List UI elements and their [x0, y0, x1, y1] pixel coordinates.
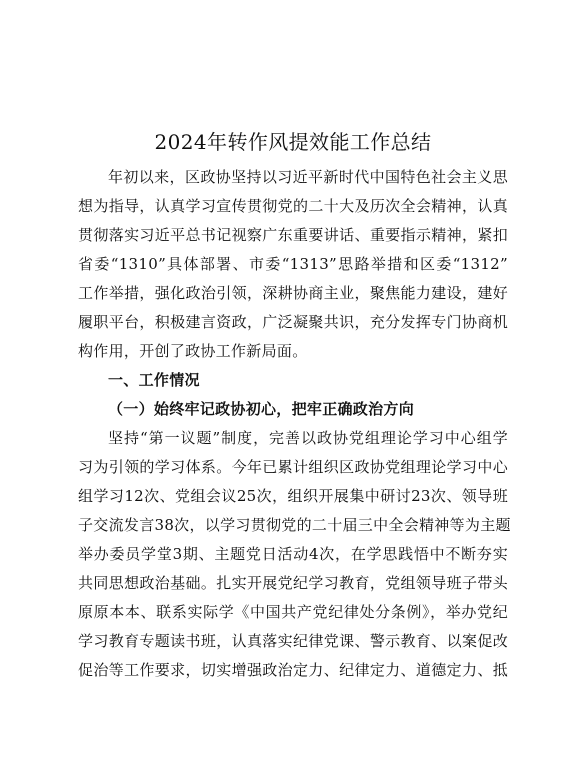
text-line: 子交流发言38次，以学习贯彻党的二十届三中全会精神等为主题 [78, 516, 511, 534]
text-line: 年初以来，区政协坚持以习近平新时代中国特色社会主义思 [108, 168, 508, 186]
intro-paragraph [78, 163, 508, 366]
document-title: 2024年转作风提效能工作总结 [154, 130, 432, 154]
text-line: 原原本本、联系实际学《中国共产党纪律处分条例》，举办党纪 [78, 603, 508, 621]
section-heading: 一、工作情况 [108, 371, 200, 389]
text-line: 坚持“第一议题”制度，完善以政协党组理论学习中心组学 [108, 429, 508, 447]
text-line: 学习教育专题读书班，认真落实纪律党课、警示教育、以案促改 [78, 632, 508, 650]
text-line: 构作用，开创了政协工作新局面。 [78, 342, 308, 360]
text-line: 履职平台，积极建言资政，广泛凝聚共识，充分发挥专门协商机 [78, 313, 508, 331]
text-line: 促治等工作要求，切实增强政治定力、纪律定力、道德定力、抵 [78, 661, 508, 679]
text-line: 举办委员学堂3期、主题党日活动4次，在学思践悟中不断夯实 [78, 545, 508, 563]
text-line: 组学习12次、党组会议25次，组织开展集中研讨23次、领导班 [78, 487, 508, 505]
text-line: 省委“1310”具体部署、市委“1313”思路举措和区委“1312” [78, 255, 508, 273]
subsection-heading: （一）始终牢记政协初心，把牢正确政治方向 [108, 400, 415, 418]
text-line: 习为引领的学习体系。今年已累计组织区政协党组理论学习中心 [78, 458, 508, 476]
text-line: 共同思想政治基础。扎实开展党纪学习教育，党组领导班子带头 [78, 574, 508, 592]
text-line: 贯彻落实习近平总书记视察广东重要讲话、重要指示精神，紧扣 [78, 226, 508, 244]
body-paragraph [78, 424, 511, 685]
text-line: 想为指导，认真学习宣传贯彻党的二十大及历次全会精神，认真 [78, 197, 508, 215]
text-line: 工作举措，强化政治引领，深耕协商主业，聚焦能力建设，建好 [78, 284, 508, 302]
document-content [78, 128, 511, 685]
